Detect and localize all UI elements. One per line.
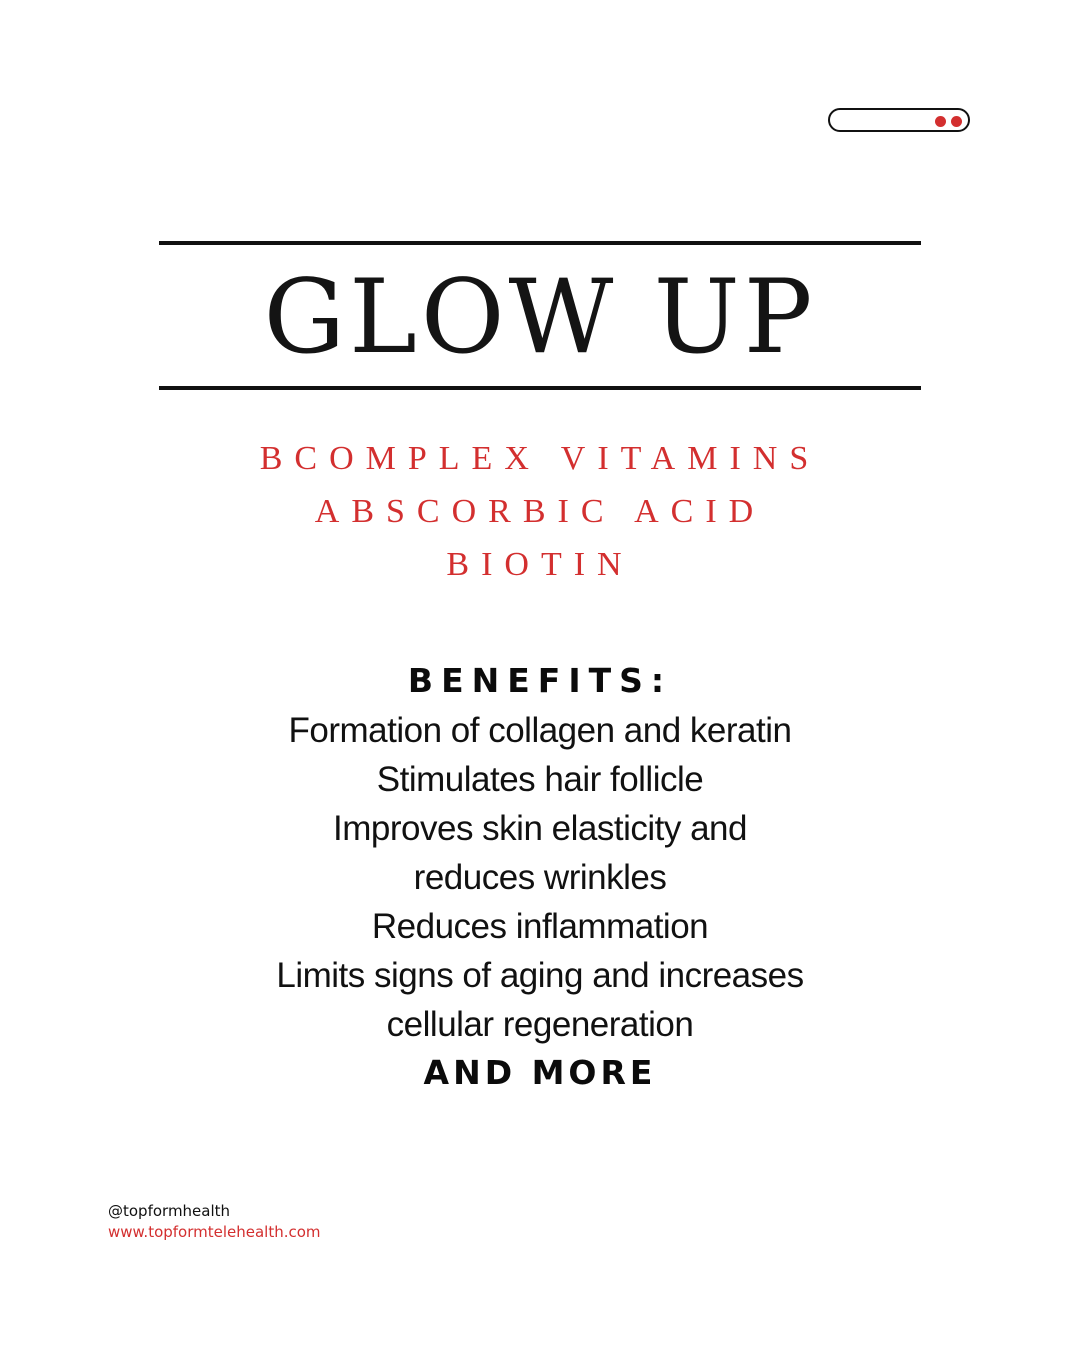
slide-indicator xyxy=(828,108,970,132)
ingredient-item: BIOTIN xyxy=(446,546,634,583)
benefits-list xyxy=(0,706,1080,1049)
social-handle: @topformhealth xyxy=(108,1202,231,1220)
dot-icon xyxy=(935,116,946,127)
benefits-heading: BENEFITS: xyxy=(407,661,673,700)
benefit-item: Limits signs of aging and increases xyxy=(276,956,804,995)
top-divider xyxy=(159,241,921,245)
benefit-item: Reduces inflammation xyxy=(371,907,709,946)
benefit-item: Formation of collagen and keratin xyxy=(288,711,792,750)
benefit-item: Improves skin elasticity and xyxy=(333,809,747,848)
benefit-item: Stimulates hair follicle xyxy=(376,760,704,799)
and-more-label: AND MORE xyxy=(423,1053,657,1092)
benefit-item: reduces wrinkles xyxy=(413,858,667,897)
ingredient-item: BCOMPLEX VITAMINS xyxy=(259,440,821,477)
benefit-item: cellular regeneration xyxy=(386,1005,694,1044)
dot-icon xyxy=(951,116,962,127)
ingredient-item: ABSCORBIC ACID xyxy=(314,493,766,530)
website-link[interactable]: www.topformtelehealth.com xyxy=(108,1223,321,1241)
ingredient-list xyxy=(0,432,1080,591)
page-title: GLOW UP xyxy=(263,258,817,377)
bottom-divider xyxy=(159,386,921,390)
